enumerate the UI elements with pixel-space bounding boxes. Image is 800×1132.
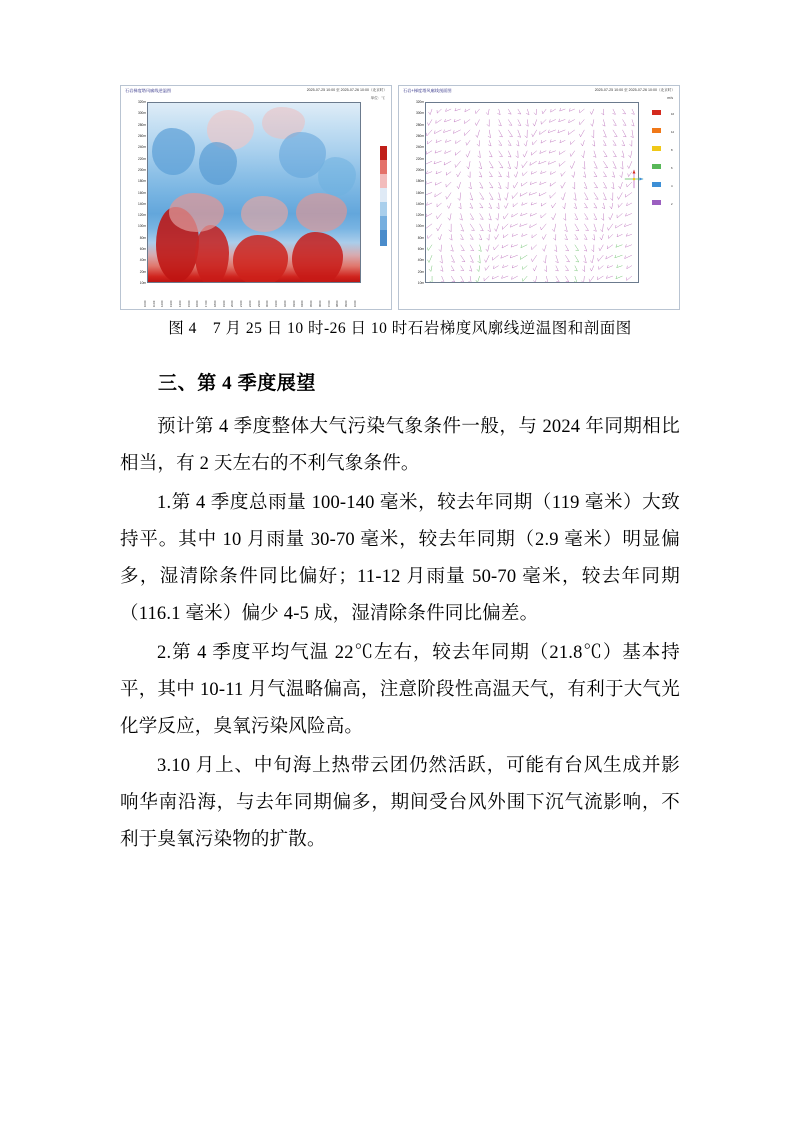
x-tick-label: 09:00 xyxy=(344,300,348,307)
y-tick-label: 200m xyxy=(138,167,146,172)
paragraph-3: 2.第 4 季度平均气温 22℃左右，较去年同期（21.8℃）基本持平，其中 10-11 月气温略偏高，注意阶段性高温天气，有利于大气光化学反应，臭氧污染风险高。 xyxy=(120,643,680,737)
y-tick-label: 320m xyxy=(138,100,146,104)
y-tick-label: 40m xyxy=(417,258,424,263)
y-tick-label: 140m xyxy=(416,201,424,206)
paragraph-4: 3.10 月上、中旬海上热带云团仍然活跃，可能有台风生成并影响华南沿海，与去年同期偏多，期间受台风外围下沉气流影响，不利于臭氧污染物的扩散。 xyxy=(120,756,680,850)
y-tick-label: 40m xyxy=(139,258,146,263)
x-tick-label: 10:00 xyxy=(144,300,147,307)
y-tick-label: 20m xyxy=(139,269,146,274)
y-tick-label: 260m xyxy=(138,133,146,138)
y-tick-label: 10m xyxy=(139,281,146,285)
x-tick-label: 18:00 xyxy=(213,300,217,307)
paragraph-2: 1.第 4 季度总雨量 100-140 毫米，较去年同期（119 毫米）大致持平。其中 10 月雨量 30-70 毫米，较去年同期（2.9 毫米）明显偏多，湿清除条件同比偏好；11-12 月雨量 50-70 毫米，较去年同期（116.1 毫米）偏少 4-5 成，湿清除条件同比偏差。 xyxy=(120,493,680,624)
y-tick-label: 10m xyxy=(417,281,424,285)
y-tick-label: 60m xyxy=(139,247,146,252)
x-tick-label: 10:00 xyxy=(353,300,357,307)
x-tick-label: 19:00 xyxy=(222,300,226,307)
figure-caption: 图 4 7 月 25 日 10 时-26 日 10 时石岩梯度风廓线逆温图和剖面图 xyxy=(168,320,632,337)
wind-barbs xyxy=(426,103,638,282)
y-tick-label: 240m xyxy=(138,145,146,150)
y-tick-label: 300m xyxy=(138,111,146,116)
y-tick-label: 60m xyxy=(417,247,424,252)
right-chart-title: 石岩+梯度塔风廓线剖面图 xyxy=(403,88,452,93)
y-tick-label: 300m xyxy=(416,111,424,116)
y-tick-label: 220m xyxy=(416,156,424,161)
x-tick-label: 11:00 xyxy=(152,300,156,307)
x-tick-label: 22:00 xyxy=(248,300,252,307)
paragraph-1: 预计第 4 季度整体大气污染气象条件一般，与 2024 年同期相比相当，有 2 天左右的不利气象条件。 xyxy=(120,417,680,474)
x-tick-label: 06:00 xyxy=(318,300,322,307)
x-tick-label: 17:00 xyxy=(205,300,209,307)
x-tick-label: 05:00 xyxy=(310,300,314,307)
x-tick-label: 14:00 xyxy=(178,300,182,307)
left-chart-plot-area xyxy=(147,102,361,283)
y-tick-label: 240m xyxy=(416,145,424,150)
x-tick-label: 23:00 xyxy=(257,300,261,307)
right-chart-legend: 16 12 8 6 4 2 xyxy=(652,102,676,162)
charts-row xyxy=(120,85,680,310)
y-tick-label: 180m xyxy=(416,179,424,184)
x-tick-label: 00:00 xyxy=(266,300,270,307)
right-chart-timestamp: 2025-07-25 10:00 至 2025-07-26 10:00（北京时） xyxy=(594,88,675,92)
x-tick-label: 03:00 xyxy=(292,300,296,307)
left-chart-title: 石岩梯度塔风廓线逆温图 xyxy=(125,88,172,93)
y-tick-label: 20m xyxy=(417,269,424,274)
y-tick-label: 120m xyxy=(416,213,424,218)
x-tick-label: 16:00 xyxy=(196,300,200,307)
y-tick-label: 320m xyxy=(416,100,424,104)
y-tick-label: 160m xyxy=(138,190,146,195)
x-tick-label: 07:00 xyxy=(327,300,331,307)
left-chart-colorbar xyxy=(380,146,387,246)
compass-rose-icon xyxy=(623,168,645,190)
contour-blobs xyxy=(148,103,360,282)
y-tick-label: 180m xyxy=(138,179,146,184)
y-tick-label: 100m xyxy=(138,224,146,229)
x-tick-label: 08:00 xyxy=(336,300,340,307)
y-tick-label: 200m xyxy=(416,167,424,172)
y-tick-label: 220m xyxy=(138,156,146,161)
page-title: 三、第 4 季度展望 xyxy=(158,373,317,394)
x-tick-label: 15:00 xyxy=(187,300,191,307)
right-chart-unit: m/s xyxy=(667,96,673,100)
x-tick-label: 20:00 xyxy=(231,300,235,307)
y-tick-label: 280m xyxy=(138,122,146,127)
figure-4 xyxy=(120,85,680,338)
temperature-profile-chart xyxy=(120,85,392,310)
y-tick-label: 120m xyxy=(138,213,146,218)
wind-barb-field xyxy=(426,103,638,282)
y-tick-label: 140m xyxy=(138,201,146,206)
x-tick-label: 12:00 xyxy=(161,300,165,307)
y-tick-label: 80m xyxy=(417,235,424,240)
right-chart-plot-area xyxy=(425,102,639,283)
x-tick-label: 13:00 xyxy=(170,300,174,307)
x-tick-label: 04:00 xyxy=(301,300,305,307)
left-chart-x-axis xyxy=(144,283,361,307)
x-tick-label: 21:00 xyxy=(240,300,244,307)
left-chart-unit: 单位：℃ xyxy=(370,96,385,100)
right-chart-y-axis xyxy=(401,102,425,283)
x-tick-label: 02:00 xyxy=(283,300,287,307)
y-tick-label: 160m xyxy=(416,190,424,195)
wind-profile-chart xyxy=(398,85,680,310)
left-chart-timestamp: 2025-07-25 10:00 至 2025-07-26 10:00（北京时） xyxy=(306,88,387,92)
y-tick-label: 260m xyxy=(416,133,424,138)
y-tick-label: 280m xyxy=(416,122,424,127)
page-content xyxy=(120,85,680,861)
left-chart-y-axis xyxy=(123,102,147,283)
y-tick-label: 100m xyxy=(416,224,424,229)
x-tick-label: 01:00 xyxy=(275,300,279,307)
y-tick-label: 80m xyxy=(139,235,146,240)
